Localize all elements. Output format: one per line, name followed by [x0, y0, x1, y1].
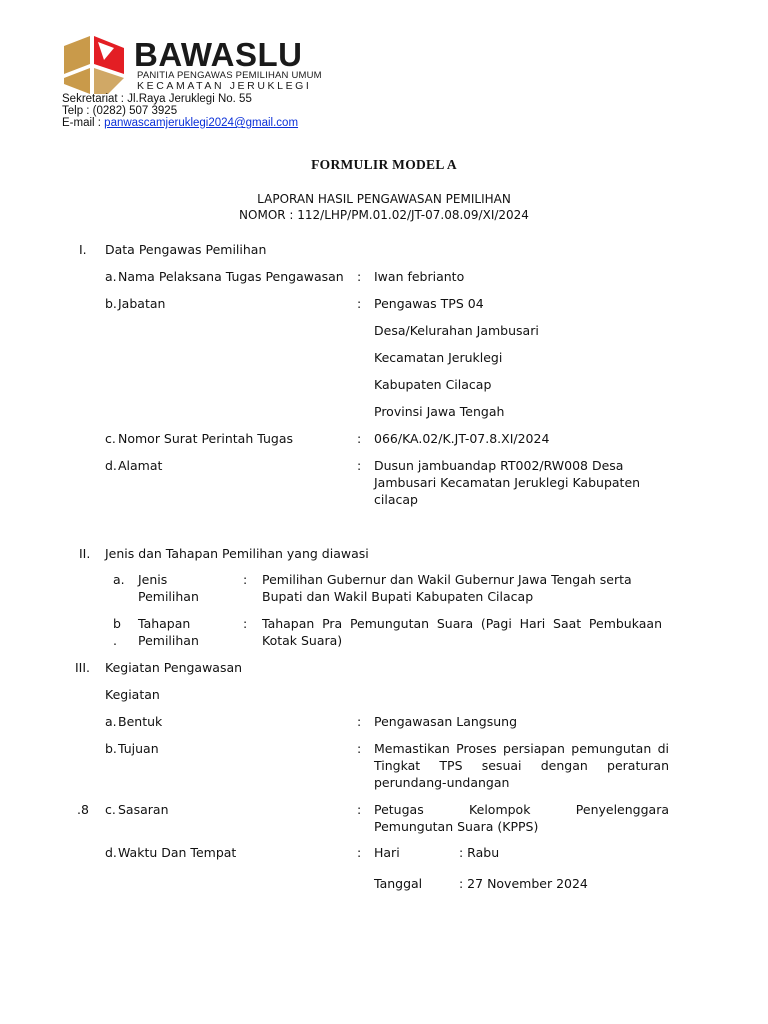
section1-b-value-0: Pengawas TPS 04	[374, 296, 484, 311]
section3-c-label: c.	[105, 802, 116, 817]
section3-a-text: Bentuk	[118, 714, 163, 729]
section2-title: Jenis dan Tahapan Pemilihan yang diawasi	[105, 546, 369, 561]
section1-a-label: a.	[105, 269, 117, 284]
section3-d-label: d.	[105, 845, 117, 860]
section1-d-value: Dusun jambuandap RT002/RW008 Desa Jambusari Kecamatan Jeruklegi Kabupaten cilacap	[374, 458, 641, 507]
section2-b-label-2: .	[113, 633, 117, 648]
section3-number: III.	[75, 660, 91, 675]
section3-c-colon: :	[357, 802, 362, 817]
section3-c-value: Petugas Kelompok Penyelenggara Pemungutan Suara (KPPS)	[374, 802, 669, 834]
date-label: Tanggal	[374, 876, 423, 891]
phone-line: Telp : (0282) 507 3925	[62, 105, 178, 117]
section2-number: II.	[79, 546, 91, 561]
section1-c-label: c.	[105, 431, 116, 446]
address-line: Sekretariat : Jl.Raya Jeruklegi No. 55	[62, 93, 252, 105]
section1-title: Data Pengawas Pemilihan	[105, 242, 267, 257]
section1-a-colon: :	[357, 269, 362, 284]
section1-d-label: d.	[105, 458, 117, 473]
section3-subheading: Kegiatan	[105, 687, 160, 702]
section2-b-value: Tahapan Pra Pemungutan Suara (Pagi Hari Saat Pembukaan Kotak Suara)	[262, 616, 662, 648]
section3-a-value: Pengawasan Langsung	[374, 714, 518, 729]
brand-subtitle-1: PANITIA PENGAWAS PEMILIHAN UMUM	[137, 70, 322, 81]
section2-b-label-1: b	[113, 616, 121, 631]
section3-b-label: b.	[105, 741, 117, 756]
section1-a-value: Iwan febrianto	[374, 269, 465, 284]
section3-d-colon: :	[357, 845, 362, 860]
section3-d-text: Waktu Dan Tempat	[118, 845, 237, 860]
section1-b-colon: :	[357, 296, 362, 311]
report-number: NOMOR : 112/LHP/PM.01.02/JT-07.08.09/XI/2024	[239, 208, 529, 222]
section1-b-value-2: Kecamatan Jeruklegi	[374, 350, 503, 365]
email-link[interactable]: panwascamjeruklegi2024@gmail.com	[104, 117, 299, 129]
section1-c-colon: :	[357, 431, 362, 446]
section2-a-colon: :	[243, 572, 248, 587]
section1-number: I.	[79, 242, 87, 257]
section1-d-colon: :	[357, 458, 362, 473]
bawaslu-logo-icon	[60, 34, 128, 96]
report-title: LAPORAN HASIL PENGAWASAN PEMILIHAN	[257, 192, 511, 206]
section1-b-value-3: Kabupaten Cilacap	[374, 377, 492, 392]
date-value: : 27 November 2024	[459, 876, 588, 891]
email-label: E-mail :	[62, 117, 105, 129]
section1-b-value-1: Desa/Kelurahan Jambusari	[374, 323, 539, 338]
form-title: FORMULIR MODEL A	[311, 157, 457, 172]
section2-b-colon: :	[243, 616, 248, 631]
section2-a-text-1: Jenis	[138, 572, 168, 587]
section1-b-label: b.	[105, 296, 117, 311]
section1-d-text: Alamat	[118, 458, 163, 473]
section1-c-value: 066/KA.02/K.JT-07.8.XI/2024	[374, 431, 550, 446]
section3-b-value: Memastikan Proses persiapan pemungutan di Tingkat TPS sesuai dengan peraturan perundang-undangan	[374, 741, 669, 790]
section3-b-colon: :	[357, 741, 362, 756]
section2-a-label: a.	[113, 572, 125, 587]
section3-a-colon: :	[357, 714, 362, 729]
contact-block	[62, 93, 298, 129]
section1-c-text: Nomor Surat Perintah Tugas	[118, 431, 294, 446]
brand-subtitle-2: KECAMATAN JERUKLEGI	[137, 80, 312, 92]
section2-a-value: Pemilihan Gubernur dan Wakil Gubernur Jawa Tengah serta Bupati dan Wakil Bupati Kabupaten Cilacap	[262, 572, 632, 604]
section3-b-text: Tujuan	[118, 741, 159, 756]
section1-a-text: Nama Pelaksana Tugas Pengawasan	[118, 269, 344, 284]
section1-b-text: Jabatan	[118, 296, 166, 311]
section3-c-text: Sasaran	[118, 802, 169, 817]
section2-a-text-2: Pemilihan	[138, 589, 199, 604]
day-label: Hari	[374, 845, 400, 860]
stray-marker: .8	[77, 802, 89, 817]
section2-b-text-2: Pemilihan	[138, 633, 199, 648]
brand-name: BAWASLU	[134, 36, 303, 73]
section1-b-value-4: Provinsi Jawa Tengah	[374, 404, 505, 419]
section3-title: Kegiatan Pengawasan	[105, 660, 243, 675]
day-value: : Rabu	[459, 845, 500, 860]
section2-b-text-1: Tahapan	[138, 616, 191, 631]
section3-a-label: a.	[105, 714, 117, 729]
email-line	[62, 117, 298, 129]
